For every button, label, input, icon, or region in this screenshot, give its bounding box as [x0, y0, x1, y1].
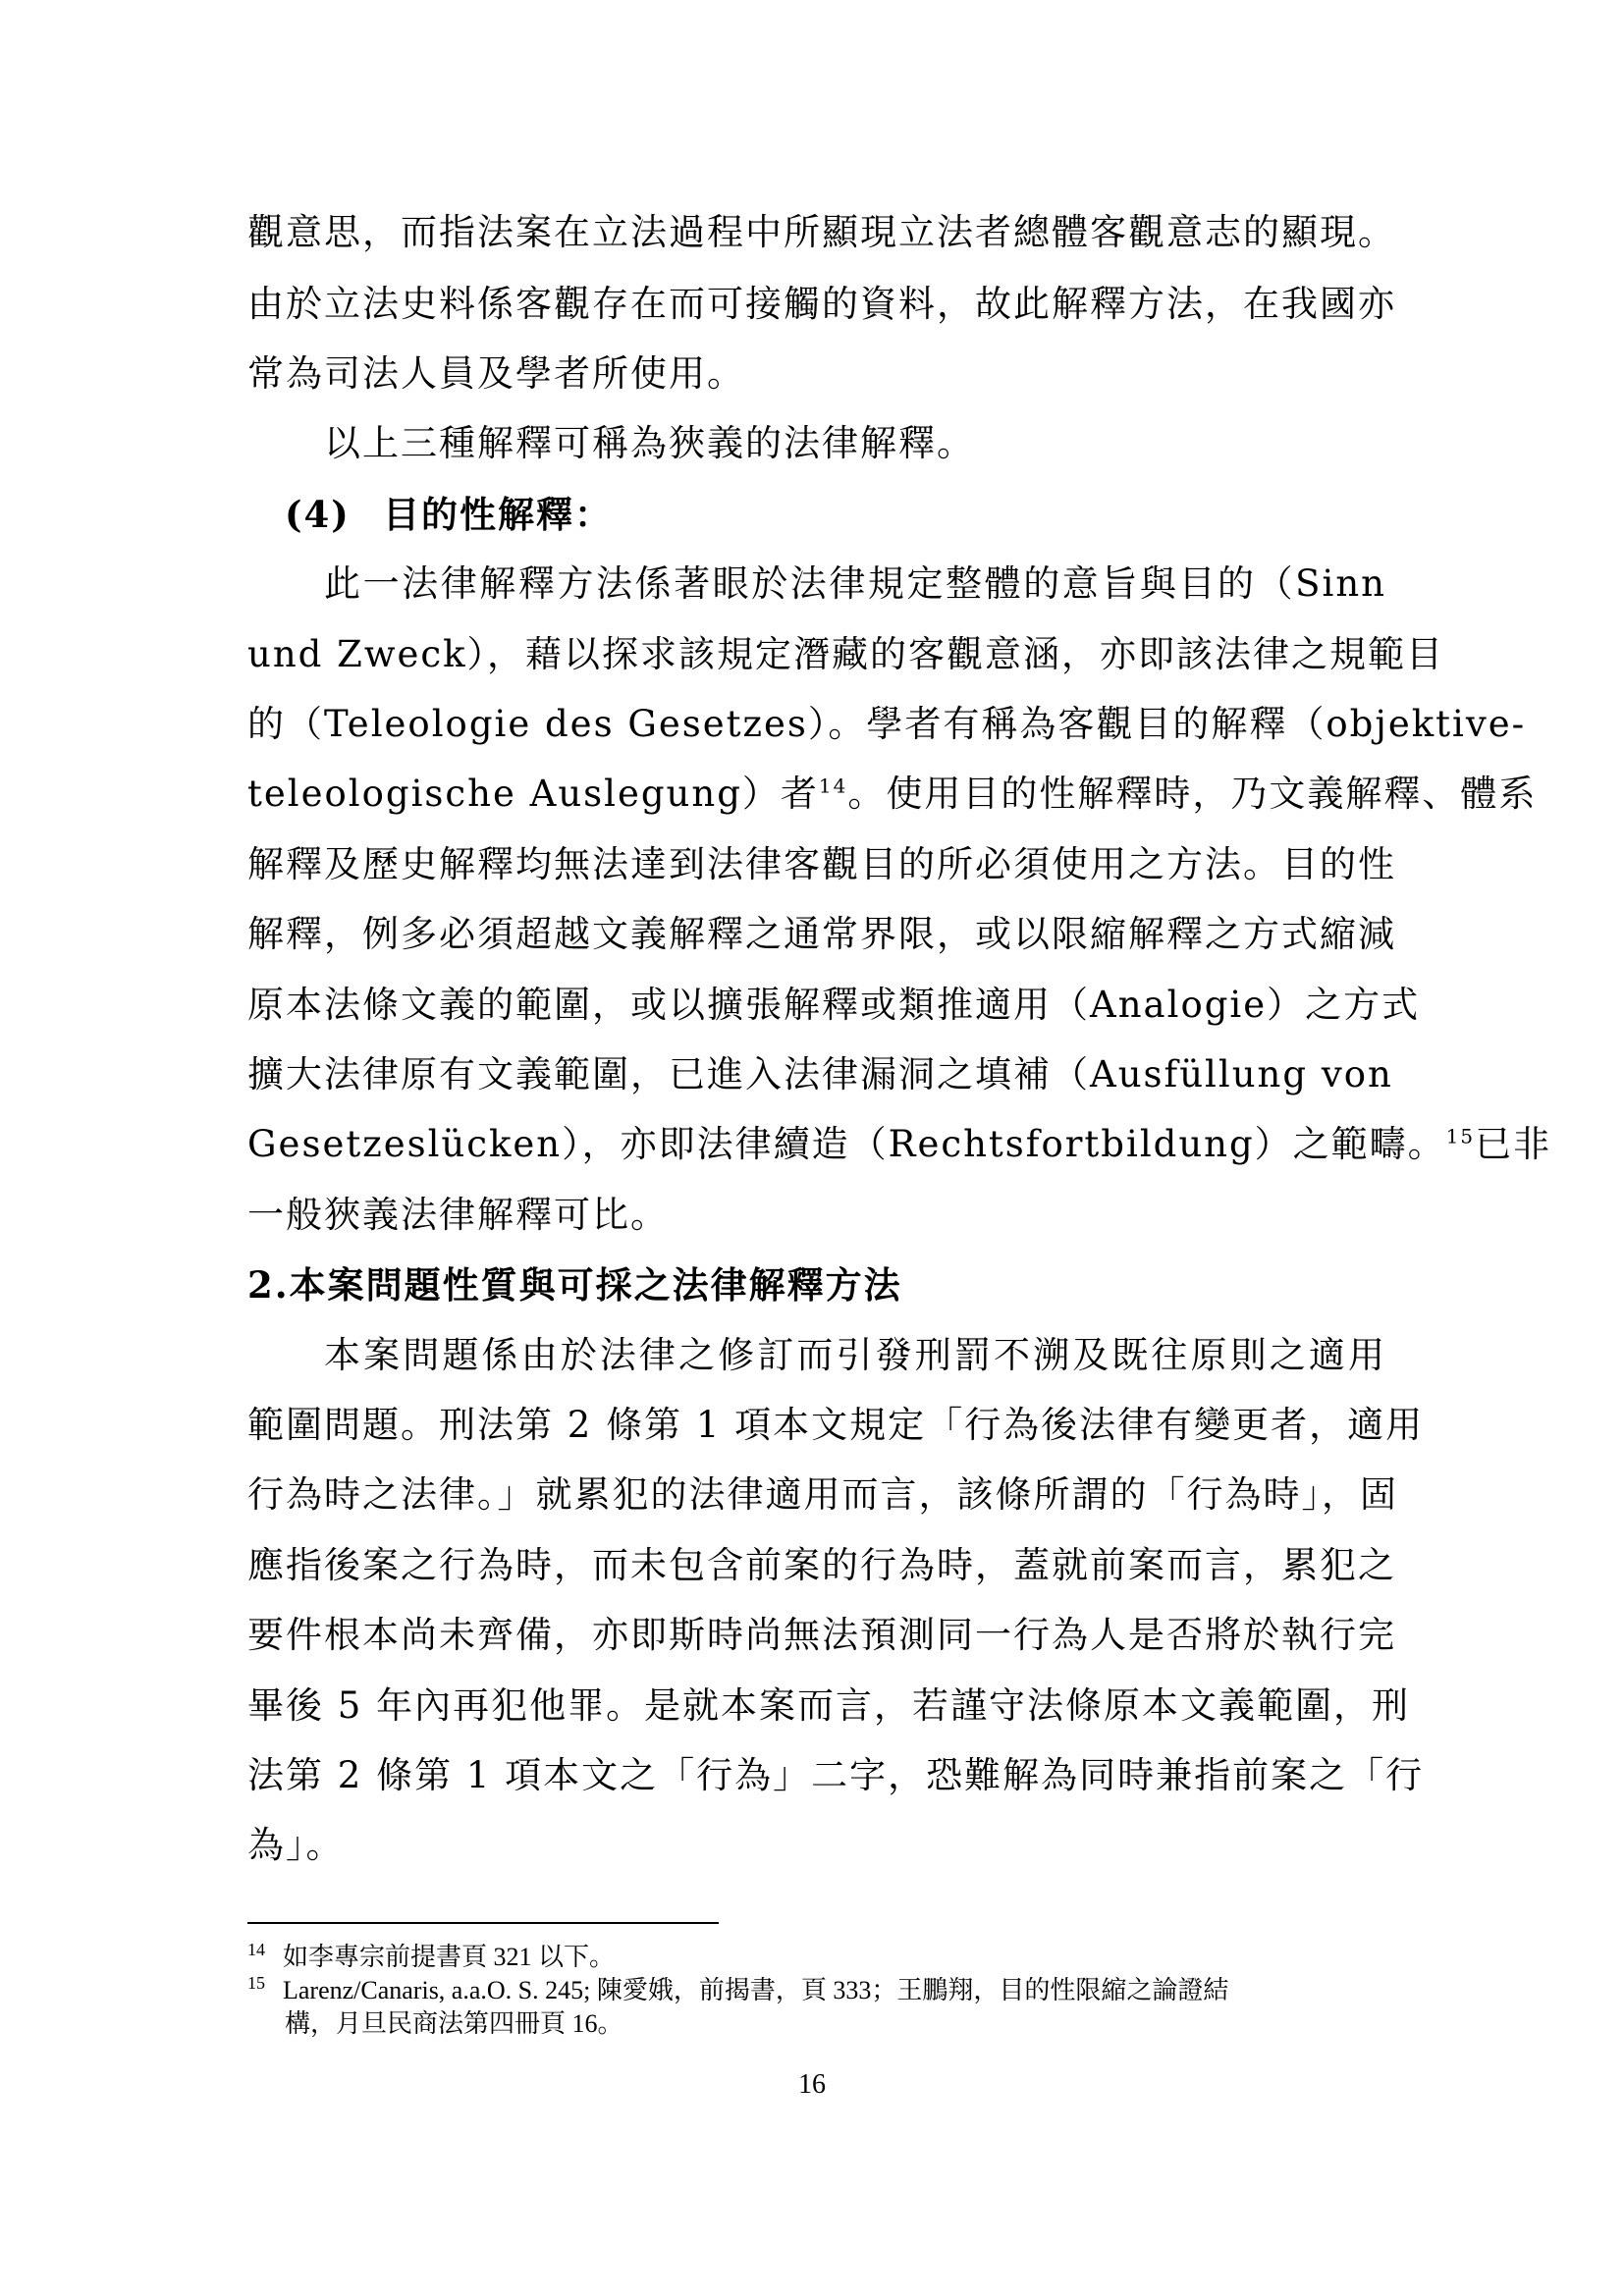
body-line-with-footnote: [247, 1121, 1552, 1168]
section-heading-2: 2.本案問題性質與可採之法律解釋方法: [247, 1263, 902, 1307]
body-line: 常為司法人員及學者所使用。: [247, 352, 745, 395]
page-number: 16: [798, 2069, 826, 2100]
body-line: 應指後案之行為時，而未包含前案的行為時，蓋就前案而言，累犯之: [247, 1544, 1396, 1586]
body-line: 一般狹義法律解釋可比。: [247, 1194, 669, 1236]
body-line: 法第 2 條第 1 項本文之「行為」二字，恐難解為同時兼指前案之「行: [247, 1754, 1425, 1796]
footnote-14: 14 如李專宗前提書頁 321 以下。: [247, 1940, 616, 1971]
body-text: 。使用目的性解釋時，乃文義解釋、體系: [847, 773, 1538, 815]
body-line: 原本法條文義的範圍，或以擴張解釋或類推適用（Analogie）之方式: [247, 984, 1421, 1026]
body-line: und Zweck），藉以探求該規定潛藏的客觀意涵，亦即該法律之規範目: [247, 633, 1445, 675]
footnote-ref-15: 15: [1445, 1124, 1476, 1148]
body-line: 此一法律解釋方法係著眼於法律規定整體的意旨與目的（Sinn: [324, 562, 1386, 605]
body-line-with-footnote: [247, 771, 1538, 818]
section-number: (4): [285, 493, 351, 536]
body-line: 解釋，例多必須超越文義解釋之通常界限，或以限縮解釋之方式縮減: [247, 913, 1396, 955]
body-text: Gesetzeslücken），亦即法律續造（Rechtsfortbildung）之範疇。: [247, 1123, 1446, 1165]
footnote-text: 如李專宗前提書頁 321 以下。: [283, 1943, 616, 1971]
body-line: 本案問題係由於法律之修訂而引發刑罰不溯及既往原則之適用: [324, 1334, 1386, 1376]
footnote-text: Larenz/Canaris, a.a.O. S. 245; 陳愛娥，前揭書，頁 333；王鵬翔，目的性限縮之論證結: [283, 1976, 1229, 2004]
section-title: 目的性解釋：: [383, 493, 613, 536]
summary-line: 以上三種解釋可稱為狹義的法律解釋。: [324, 422, 975, 464]
body-line: 行為時之法律。」就累犯的法律適用而言，該條所謂的「行為時」，固: [247, 1473, 1398, 1516]
body-line: 解釋及歷史解釋均無法達到法律客觀目的所必須使用之方法。目的性: [247, 843, 1396, 885]
body-line: 畢後 5 年內再犯他罪。是就本案而言，若謹守法條原本文義範圍，刑: [247, 1684, 1411, 1727]
body-line: 擴大法律原有文義範圍，已進入法律漏洞之填補（Ausfüllung von: [247, 1053, 1393, 1095]
body-line: 為」。: [247, 1824, 345, 1866]
body-text: 已非: [1475, 1123, 1552, 1165]
footnote-separator: [247, 1922, 719, 1924]
body-line: 由於立法史料係客觀存在而可接觸的資料，故此解釋方法，在我國亦: [247, 283, 1396, 325]
body-text: teleologische Auslegung）者: [247, 773, 819, 815]
body-line: 要件根本尚未齊備，亦即斯時尚無法預測同一行為人是否將於執行完: [247, 1614, 1396, 1656]
section-heading-4: [285, 491, 613, 538]
footnote-ref-14: 14: [818, 774, 848, 798]
footnote-15: 15 Larenz/Canaris, a.a.O. S. 245; 陳愛娥，前揭書，頁 333；王鵬翔，目的性限縮之論證結: [247, 1973, 1229, 2004]
footnote-15-continued: 構，月旦民商法第四冊頁 16。: [285, 2009, 623, 2038]
body-line: 觀意思，而指法案在立法過程中所顯現立法者總體客觀意志的顯現。: [247, 211, 1396, 253]
body-line: 的（Teleologie des Gesetzes）。學者有稱為客觀目的解釋（objektive-: [247, 703, 1527, 745]
body-line: 範圍問題。刑法第 2 條第 1 項本文規定「行為後法律有變更者，適用: [247, 1404, 1425, 1446]
